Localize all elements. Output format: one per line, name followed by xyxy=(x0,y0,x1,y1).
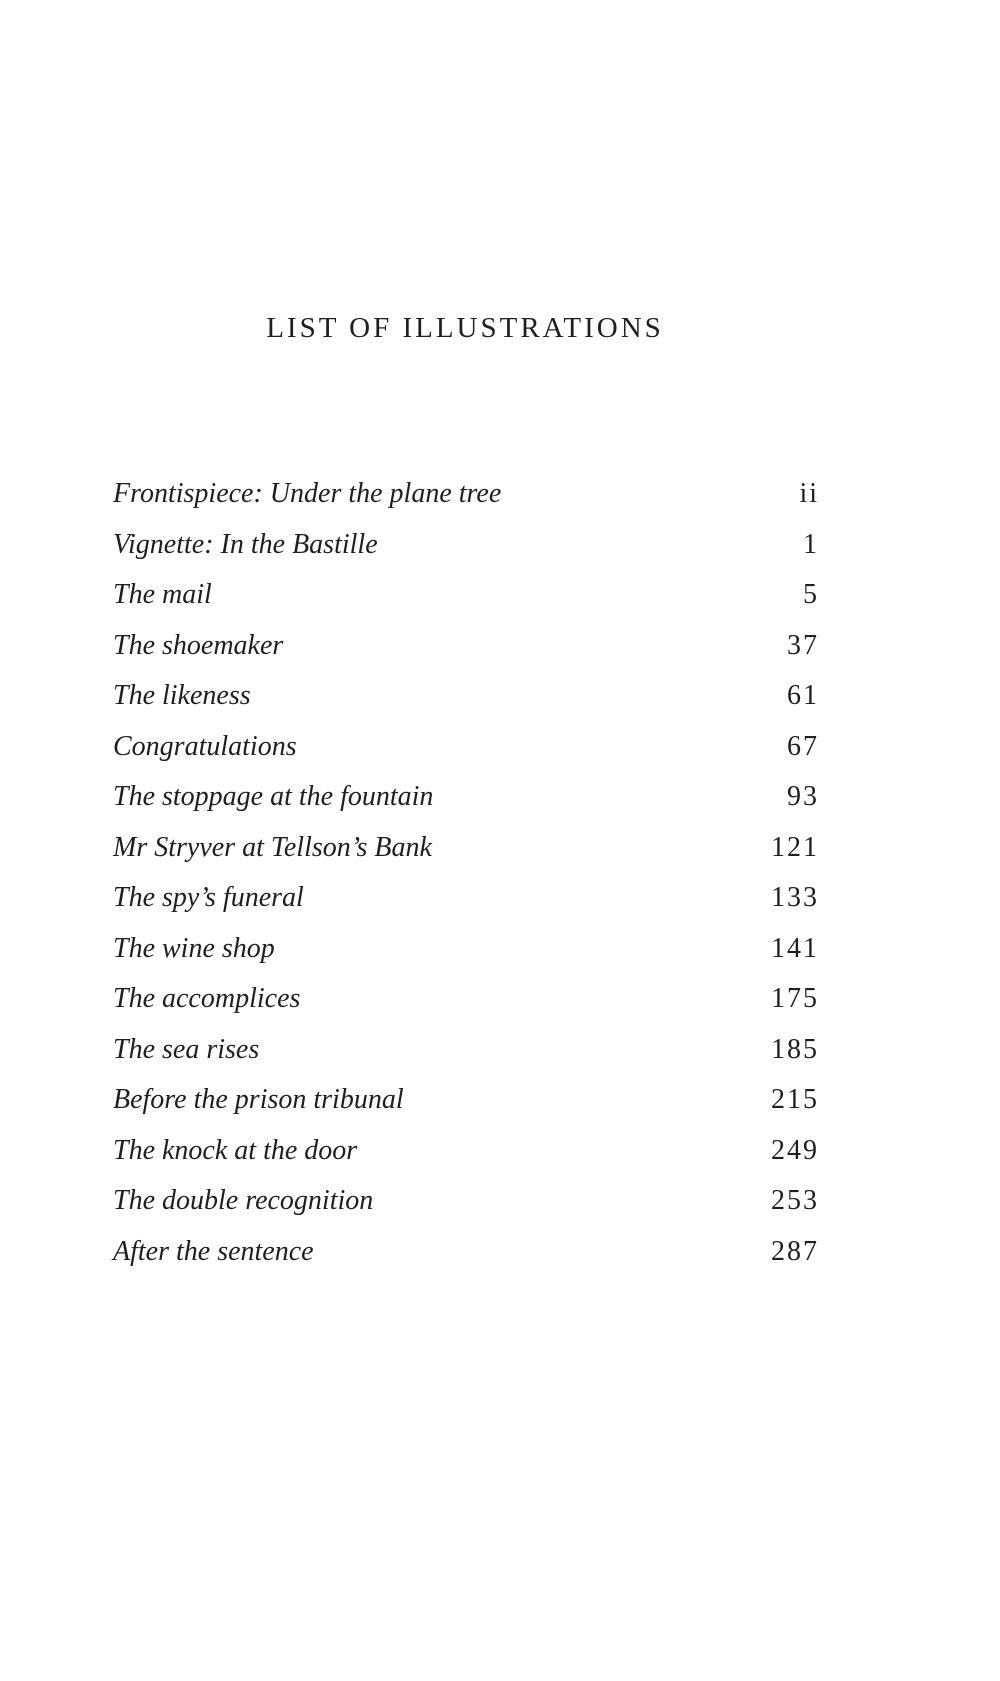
list-item xyxy=(113,1025,819,1076)
page-number: 93 xyxy=(787,781,819,812)
illustration-title: The shoemaker xyxy=(113,629,284,661)
list-item xyxy=(113,974,819,1025)
illustrations-list xyxy=(113,469,819,1277)
list-item xyxy=(113,621,819,672)
page-number: 1 xyxy=(803,528,819,560)
list-item xyxy=(113,924,819,975)
page-number: 61 xyxy=(787,680,819,711)
illustration-title: The wine shop xyxy=(113,932,275,964)
list-item xyxy=(113,1227,819,1278)
list-item xyxy=(113,469,819,520)
illustration-title: The stoppage at the fountain xyxy=(113,781,434,812)
page-number: 215 xyxy=(771,1084,819,1115)
illustration-title: Mr Stryver at Tellson’s Bank xyxy=(113,831,432,863)
page-number: 121 xyxy=(771,831,819,863)
page-number: 37 xyxy=(787,629,819,661)
list-item xyxy=(113,570,819,621)
page-number: 133 xyxy=(771,882,819,913)
page-number: ii xyxy=(799,478,819,509)
illustration-title: Before the prison tribunal xyxy=(113,1084,404,1115)
illustration-title: The spy’s funeral xyxy=(113,882,304,913)
illustration-title: Frontispiece: Under the plane tree xyxy=(113,478,502,509)
illustration-title: The double recognition xyxy=(113,1185,374,1216)
page-number: 249 xyxy=(771,1134,819,1166)
illustration-title: After the sentence xyxy=(113,1235,314,1267)
page-number: 67 xyxy=(787,730,819,762)
illustration-title: The knock at the door xyxy=(113,1134,358,1166)
page-number: 175 xyxy=(771,983,819,1014)
page-number: 185 xyxy=(771,1033,819,1065)
list-item xyxy=(113,722,819,773)
list-item xyxy=(113,1176,819,1227)
page-number: 253 xyxy=(771,1185,819,1216)
illustration-title: The mail xyxy=(113,579,212,610)
list-item xyxy=(113,772,819,823)
page-number: 141 xyxy=(771,932,819,964)
list-item xyxy=(113,873,819,924)
page-number: 5 xyxy=(803,579,819,610)
list-item xyxy=(113,1075,819,1126)
illustration-title: Vignette: In the Bastille xyxy=(113,528,378,560)
list-item xyxy=(113,520,819,571)
illustration-title: The accomplices xyxy=(113,983,301,1014)
illustration-title: The likeness xyxy=(113,680,251,711)
list-item xyxy=(113,671,819,722)
list-item xyxy=(113,1126,819,1177)
page-number: 287 xyxy=(771,1235,819,1267)
list-item xyxy=(113,823,819,874)
page-heading: LIST OF ILLUSTRATIONS xyxy=(266,312,664,344)
illustration-title: The sea rises xyxy=(113,1033,260,1065)
illustration-title: Congratulations xyxy=(113,730,297,762)
